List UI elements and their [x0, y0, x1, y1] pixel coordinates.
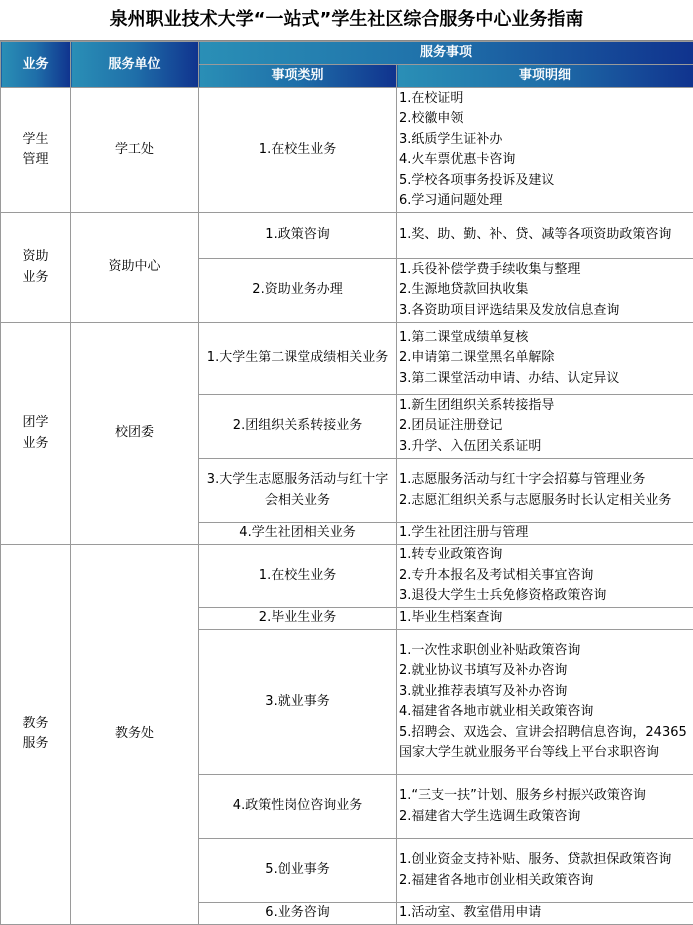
category-cell: 5.创业事务: [199, 839, 397, 903]
detail-line: 5.招聘会、双选会、宣讲会招聘信息咨询，24365国家大学生就业服务平台等线上平台求职咨询: [399, 723, 691, 764]
detail-line: 2.生源地贷款回执收集: [399, 280, 691, 301]
business-cell: 资助业务: [1, 213, 71, 323]
detail-line: 1.一次性求职创业补贴政策咨询: [399, 641, 691, 662]
detail-line: 1.兵役补偿学费手续收集与整理: [399, 260, 691, 281]
detail-line: 1.奖、助、勤、补、贷、减等各项资助政策咨询: [399, 225, 691, 246]
detail-line: 1.第二课堂成绩单复核: [399, 328, 691, 349]
detail-line: 3.退役大学生士兵免修资格政策咨询: [399, 586, 691, 607]
detail-line: 3.就业推荐表填写及补办咨询: [399, 682, 691, 703]
detail-line: 1.毕业生档案查询: [399, 608, 691, 629]
detail-line: 1.新生团组织关系转接指导: [399, 396, 691, 417]
table-row: [1, 323, 693, 395]
detail-line: 4.火车票优惠卡咨询: [399, 150, 691, 171]
category-cell: 6.业务咨询: [199, 903, 397, 925]
detail-cell: [397, 459, 693, 523]
detail-cell: [397, 630, 693, 775]
unit-cell: 学工处: [71, 88, 199, 213]
category-cell: 2.资助业务办理: [199, 259, 397, 323]
category-cell: 3.就业事务: [199, 630, 397, 775]
detail-line: 2.福建省大学生选调生政策咨询: [399, 807, 691, 828]
detail-line: 1.创业资金支持补贴、服务、贷款担保政策咨询: [399, 850, 691, 871]
detail-line: 1.转专业政策咨询: [399, 545, 691, 566]
header-category: 事项类别: [199, 65, 397, 88]
detail-line: 6.学习通问题处理: [399, 191, 691, 212]
detail-line: 4.福建省各地市就业相关政策咨询: [399, 702, 691, 723]
unit-cell: 校团委: [71, 323, 199, 545]
business-cell: 团学业务: [1, 323, 71, 545]
detail-cell: [397, 213, 693, 259]
category-cell: 2.团组织关系转接业务: [199, 395, 397, 459]
category-cell: 1.政策咨询: [199, 213, 397, 259]
unit-cell: 资助中心: [71, 213, 199, 323]
detail-line: 2.校徽申领: [399, 109, 691, 130]
detail-line: 2.就业协议书填写及补办咨询: [399, 661, 691, 682]
table-row: [1, 88, 693, 213]
detail-line: 2.志愿汇组织关系与志愿服务时长认定相关业务: [399, 491, 691, 512]
header-unit: 服务单位: [71, 42, 199, 88]
detail-line: 1.活动室、教室借用申请: [399, 903, 691, 924]
header-row-1: [1, 42, 693, 65]
detail-cell: [397, 839, 693, 903]
category-cell: 4.政策性岗位咨询业务: [199, 775, 397, 839]
detail-line: 1.在校证明: [399, 89, 691, 110]
detail-line: 1.志愿服务活动与红十字会招募与管理业务: [399, 470, 691, 491]
detail-line: 5.学校各项事务投诉及建议: [399, 171, 691, 192]
header-business: 业务: [1, 42, 71, 88]
category-cell: 1.在校生业务: [199, 88, 397, 213]
detail-cell: [397, 545, 693, 608]
table-row: [1, 545, 693, 608]
unit-cell: 教务处: [71, 545, 199, 925]
category-cell: 1.在校生业务: [199, 545, 397, 608]
detail-line: 3.各资助项目评选结果及发放信息查询: [399, 301, 691, 322]
header-detail: 事项明细: [397, 65, 693, 88]
service-guide-table: [0, 41, 693, 925]
detail-cell: [397, 395, 693, 459]
detail-line: 1.“三支一扶”计划、服务乡村振兴政策咨询: [399, 786, 691, 807]
page-title: 泉州职业技术大学“一站式”学生社区综合服务中心业务指南: [0, 0, 693, 41]
detail-line: 2.团员证注册登记: [399, 416, 691, 437]
detail-line: 3.纸质学生证补办: [399, 130, 691, 151]
detail-line: 3.升学、入伍团关系证明: [399, 437, 691, 458]
business-cell: 教务服务: [1, 545, 71, 925]
detail-cell: [397, 259, 693, 323]
detail-cell: [397, 608, 693, 630]
business-cell: 学生管理: [1, 88, 71, 213]
detail-line: 3.第二课堂活动申请、办结、认定异议: [399, 369, 691, 390]
category-cell: 2.毕业生业务: [199, 608, 397, 630]
detail-line: 2.申请第二课堂黑名单解除: [399, 348, 691, 369]
category-cell: 1.大学生第二课堂成绩相关业务: [199, 323, 397, 395]
detail-cell: [397, 775, 693, 839]
category-cell: 4.学生社团相关业务: [199, 523, 397, 545]
detail-cell: [397, 323, 693, 395]
detail-cell: [397, 88, 693, 213]
detail-line: 2.福建省各地市创业相关政策咨询: [399, 871, 691, 892]
table-row: [1, 213, 693, 259]
detail-line: 2.专升本报名及考试相关事宜咨询: [399, 566, 691, 587]
header-service-items: 服务事项: [199, 42, 693, 65]
category-cell: 3.大学生志愿服务活动与红十字会相关业务: [199, 459, 397, 523]
detail-line: 1.学生社团注册与管理: [399, 523, 691, 544]
detail-cell: [397, 523, 693, 545]
